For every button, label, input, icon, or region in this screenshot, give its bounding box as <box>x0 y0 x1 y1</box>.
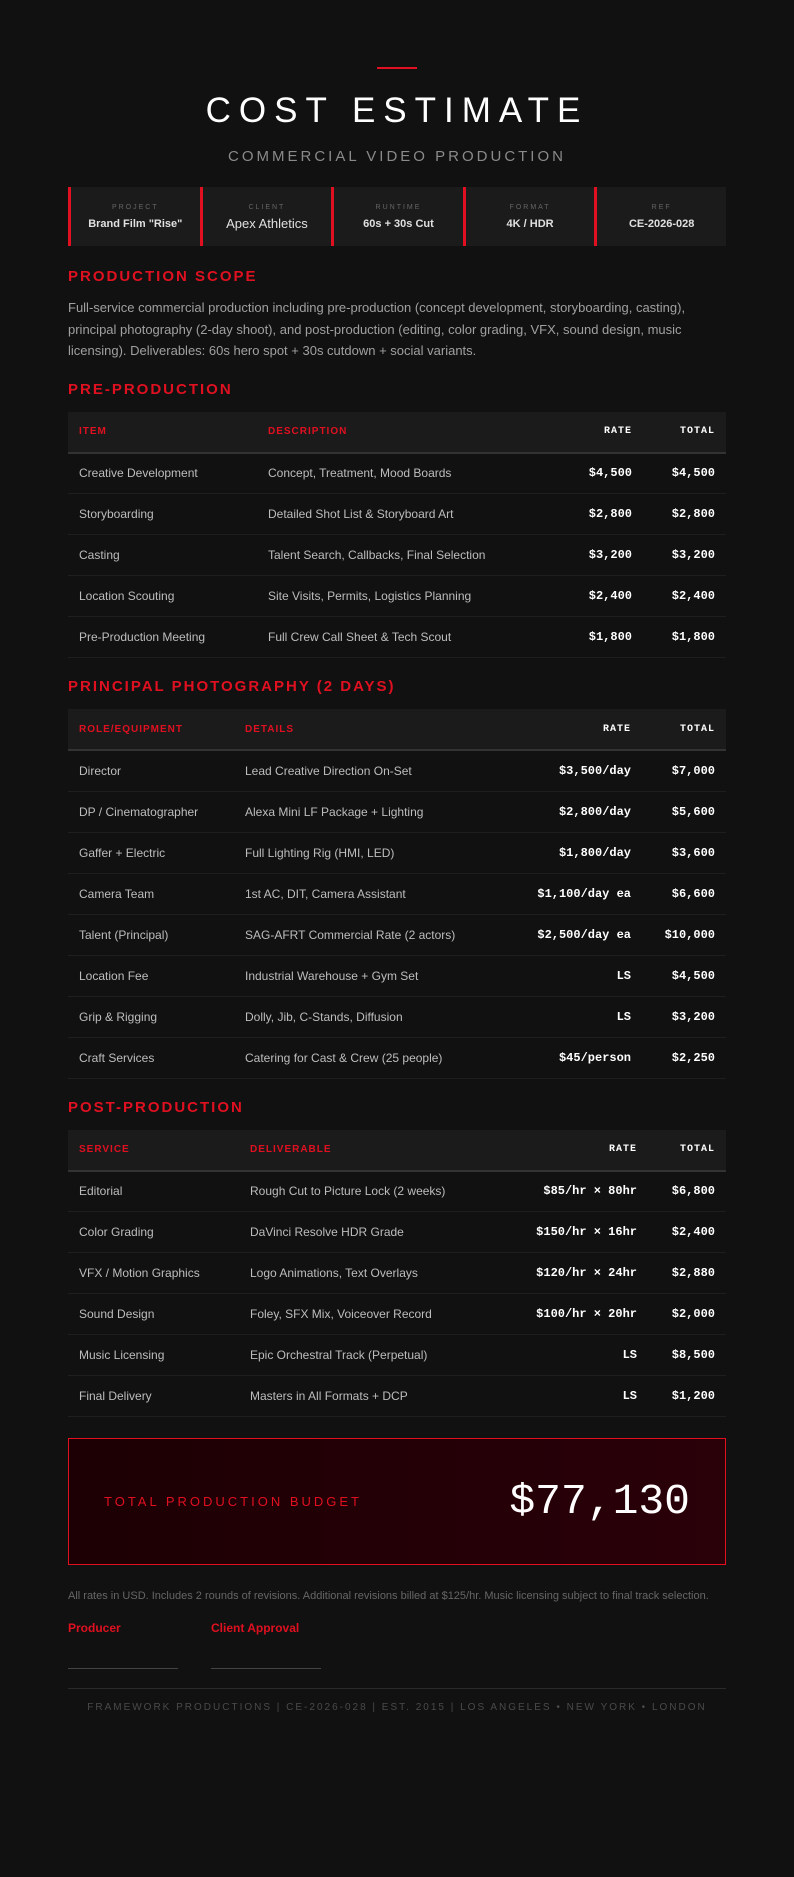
table-row <box>68 873 726 914</box>
table-header-row <box>68 709 726 750</box>
info-label: FORMAT <box>509 203 551 211</box>
rate-cell: $1,800/day <box>519 832 642 873</box>
column-header: RATE <box>533 412 643 453</box>
item-cell: Location Fee <box>68 955 234 996</box>
rate-cell: $2,800 <box>533 494 643 535</box>
table-row <box>68 453 726 494</box>
rate-cell: LS <box>519 996 642 1037</box>
column-header: DETAILS <box>234 709 519 750</box>
pre-production-table <box>68 412 726 659</box>
project-info-bar <box>68 187 726 246</box>
table-row <box>68 996 726 1037</box>
info-project <box>68 187 200 246</box>
total-cell: $7,000 <box>642 750 726 791</box>
total-cell: $2,800 <box>643 494 726 535</box>
description-cell: Logo Animations, Text Overlays <box>239 1253 518 1294</box>
total-cell: $6,800 <box>648 1171 726 1212</box>
rate-cell: $4,500 <box>533 453 643 494</box>
item-cell: Storyboarding <box>68 494 257 535</box>
item-cell: Pre-Production Meeting <box>68 617 257 658</box>
signature-client-approval <box>211 1621 321 1669</box>
table-row <box>68 750 726 791</box>
info-runtime <box>331 187 463 246</box>
table-row <box>68 1212 726 1253</box>
total-cell: $2,250 <box>642 1037 726 1078</box>
total-cell: $3,200 <box>642 996 726 1037</box>
signature-block <box>68 1621 726 1669</box>
rate-cell: $3,200 <box>533 535 643 576</box>
info-label: RUNTIME <box>375 203 422 211</box>
rate-cell: $3,500/day <box>519 750 642 791</box>
column-header: SERVICE <box>68 1130 239 1171</box>
total-cell: $8,500 <box>648 1335 726 1376</box>
description-cell: Concept, Treatment, Mood Boards <box>257 453 533 494</box>
item-cell: Location Scouting <box>68 576 257 617</box>
rate-cell: $2,800/day <box>519 791 642 832</box>
description-cell: Dolly, Jib, C-Stands, Diffusion <box>234 996 519 1037</box>
info-ref <box>594 187 726 246</box>
table-row <box>68 576 726 617</box>
item-cell: Sound Design <box>68 1294 239 1335</box>
info-value: Brand Film "Rise" <box>88 217 183 230</box>
rate-cell: $100/hr × 20hr <box>518 1294 648 1335</box>
total-cell: $3,600 <box>642 832 726 873</box>
item-cell: Gaffer + Electric <box>68 832 234 873</box>
description-cell: Epic Orchestral Track (Perpetual) <box>239 1335 518 1376</box>
signature-line[interactable] <box>211 1668 321 1669</box>
table-row <box>68 955 726 996</box>
total-cell: $2,400 <box>648 1212 726 1253</box>
total-cell: $4,500 <box>642 955 726 996</box>
item-cell: Grip & Rigging <box>68 996 234 1037</box>
rate-cell: $45/person <box>519 1037 642 1078</box>
description-cell: Alexa Mini LF Package + Lighting <box>234 791 519 832</box>
table-row <box>68 1376 726 1417</box>
column-header: RATE <box>518 1130 648 1171</box>
rate-cell: $150/hr × 16hr <box>518 1212 648 1253</box>
table-row <box>68 617 726 658</box>
total-cell: $5,600 <box>642 791 726 832</box>
column-header: TOTAL <box>642 709 726 750</box>
rate-cell: LS <box>518 1335 648 1376</box>
description-cell: Detailed Shot List & Storyboard Art <box>257 494 533 535</box>
rate-cell: LS <box>519 955 642 996</box>
item-cell: Talent (Principal) <box>68 914 234 955</box>
item-cell: DP / Cinematographer <box>68 791 234 832</box>
scope-description: Full-service commercial production including pre-production (concept development, storyboarding, casting), principal photography (2-day shoot), and post-production (editing, color grading, VFX, sound design, music licensing). Deliverables: 60s hero spot + 30s cutdown + social variants. <box>68 300 686 358</box>
terms-notes: All rates in USD. Includes 2 rounds of revisions. Additional revisions billed at $125/hr. Music licensing subject to final track selection. <box>68 1590 709 1602</box>
page-title: COST ESTIMATE <box>205 91 589 130</box>
section-title-principal-photography: PRINCIPAL PHOTOGRAPHY (2 DAYS) <box>68 678 396 695</box>
signature-label: Producer <box>68 1621 121 1635</box>
column-header: ITEM <box>68 412 257 453</box>
section-title-scope: PRODUCTION SCOPE <box>68 268 258 285</box>
info-value: Apex Athletics <box>226 216 308 231</box>
info-label: REF <box>651 203 672 211</box>
rate-cell: $1,800 <box>533 617 643 658</box>
table-row <box>68 1253 726 1294</box>
description-cell: Rough Cut to Picture Lock (2 weeks) <box>239 1171 518 1212</box>
table-row <box>68 535 726 576</box>
item-cell: Craft Services <box>68 1037 234 1078</box>
column-header: DELIVERABLE <box>239 1130 518 1171</box>
item-cell: Music Licensing <box>68 1335 239 1376</box>
table-row <box>68 1335 726 1376</box>
column-header: TOTAL <box>648 1130 726 1171</box>
table-row <box>68 1294 726 1335</box>
description-cell: Industrial Warehouse + Gym Set <box>234 955 519 996</box>
description-cell: Foley, SFX Mix, Voiceover Record <box>239 1294 518 1335</box>
item-cell: Director <box>68 750 234 791</box>
signature-label: Client Approval <box>211 1621 300 1635</box>
column-header: RATE <box>519 709 642 750</box>
post-production-table <box>68 1130 726 1418</box>
total-cell: $3,200 <box>643 535 726 576</box>
description-cell: 1st AC, DIT, Camera Assistant <box>234 873 519 914</box>
signature-line[interactable] <box>68 1668 178 1669</box>
total-cell: $4,500 <box>643 453 726 494</box>
info-client <box>200 187 332 246</box>
total-budget-value: $77,130 <box>509 1477 690 1526</box>
column-header: ROLE/EQUIPMENT <box>68 709 234 750</box>
footer: FRAMEWORK PRODUCTIONS | CE-2026-028 | EST. 2015 | LOS ANGELES • NEW YORK • LONDON <box>68 1688 726 1715</box>
item-cell: Editorial <box>68 1171 239 1212</box>
description-cell: Talent Search, Callbacks, Final Selection <box>257 535 533 576</box>
rate-cell: $2,400 <box>533 576 643 617</box>
description-cell: DaVinci Resolve HDR Grade <box>239 1212 518 1253</box>
principal-photography-table <box>68 709 726 1079</box>
rate-cell: $2,500/day ea <box>519 914 642 955</box>
info-label: CLIENT <box>248 204 286 211</box>
table-row <box>68 914 726 955</box>
rate-cell: $120/hr × 24hr <box>518 1253 648 1294</box>
description-cell: Lead Creative Direction On-Set <box>234 750 519 791</box>
description-cell: SAG-AFRT Commercial Rate (2 actors) <box>234 914 519 955</box>
description-cell: Masters in All Formats + DCP <box>239 1376 518 1417</box>
rate-cell: $1,100/day ea <box>519 873 642 914</box>
item-cell: Creative Development <box>68 453 257 494</box>
total-cell: $10,000 <box>642 914 726 955</box>
rate-cell: $85/hr × 80hr <box>518 1171 648 1212</box>
total-cell: $1,200 <box>648 1376 726 1417</box>
table-header-row <box>68 412 726 453</box>
info-label: PROJECT <box>111 203 159 211</box>
column-header: DESCRIPTION <box>257 412 533 453</box>
section-title-pre-production: PRE-PRODUCTION <box>68 380 233 398</box>
item-cell: Casting <box>68 535 257 576</box>
info-format <box>463 187 595 246</box>
table-row <box>68 791 726 832</box>
total-cell: $6,600 <box>642 873 726 914</box>
total-cell: $2,880 <box>648 1253 726 1294</box>
info-value: CE-2026-028 <box>628 217 695 230</box>
cost-estimate-document <box>0 67 794 1715</box>
total-cell: $1,800 <box>643 617 726 658</box>
item-cell: Final Delivery <box>68 1376 239 1417</box>
total-budget-label: TOTAL PRODUCTION BUDGET <box>104 1494 362 1509</box>
item-cell: VFX / Motion Graphics <box>68 1253 239 1294</box>
info-value: 4K / HDR <box>506 217 554 230</box>
table-row <box>68 494 726 535</box>
table-header-row <box>68 1130 726 1171</box>
description-cell: Site Visits, Permits, Logistics Planning <box>257 576 533 617</box>
item-cell: Color Grading <box>68 1212 239 1253</box>
info-value: 60s + 30s Cut <box>363 217 434 230</box>
total-cell: $2,000 <box>648 1294 726 1335</box>
description-cell: Full Crew Call Sheet & Tech Scout <box>257 617 533 658</box>
table-row <box>68 1037 726 1078</box>
signature-producer <box>68 1621 178 1669</box>
total-budget-box <box>68 1438 726 1565</box>
description-cell: Catering for Cast & Crew (25 people) <box>234 1037 519 1078</box>
item-cell: Camera Team <box>68 873 234 914</box>
description-cell: Full Lighting Rig (HMI, LED) <box>234 832 519 873</box>
page-subtitle: COMMERCIAL VIDEO PRODUCTION <box>228 148 566 165</box>
section-title-post-production: POST-PRODUCTION <box>68 1098 244 1116</box>
accent-divider <box>377 67 417 69</box>
table-row <box>68 832 726 873</box>
table-row <box>68 1171 726 1212</box>
column-header: TOTAL <box>643 412 726 453</box>
total-cell: $2,400 <box>643 576 726 617</box>
rate-cell: LS <box>518 1376 648 1417</box>
